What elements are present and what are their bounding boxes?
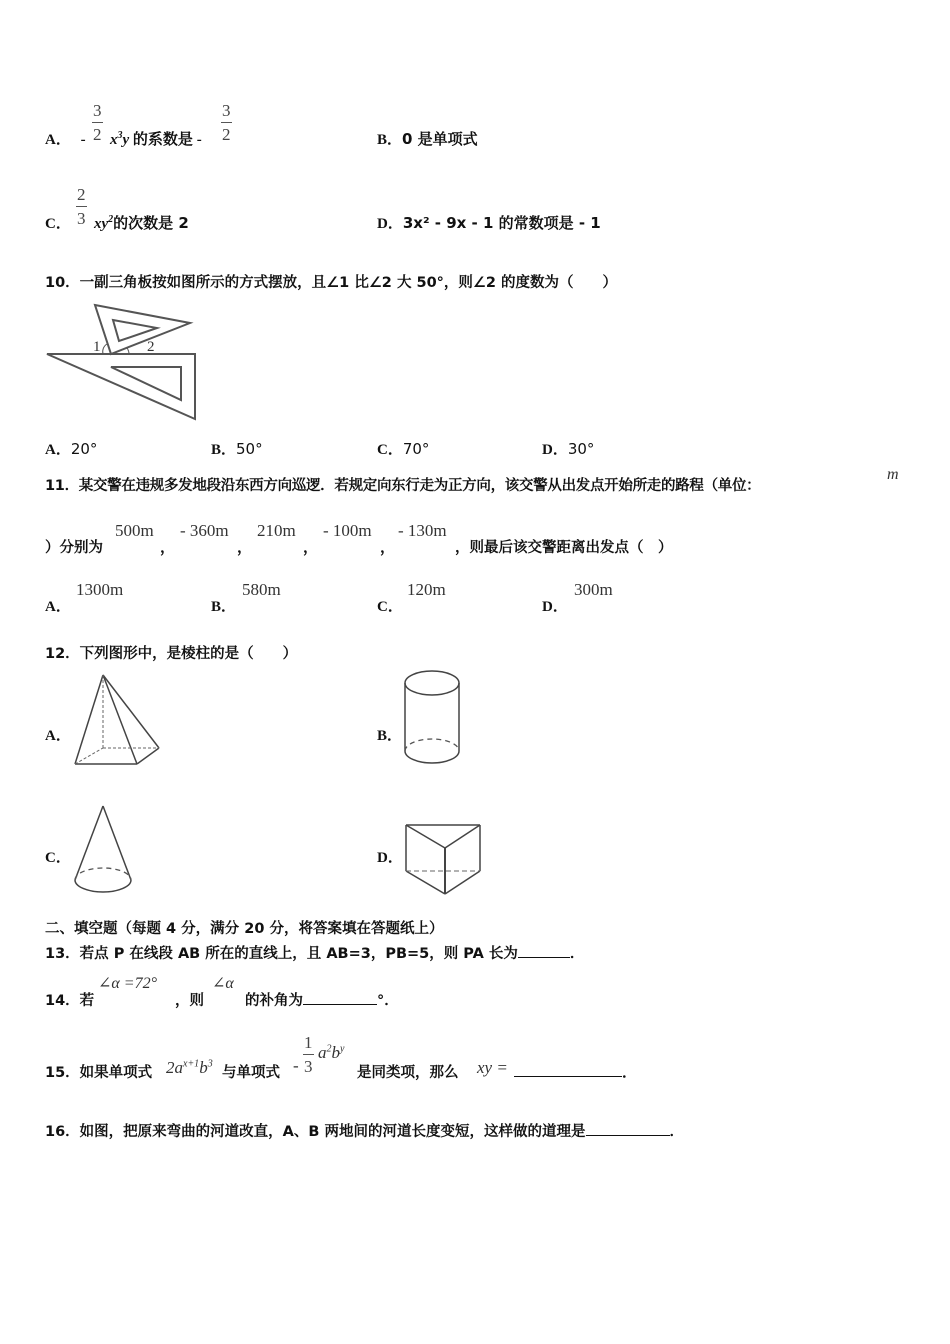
option-text: 3x² - 9x - 1 的常数项是 - 1 bbox=[402, 214, 601, 232]
numerator: 3 bbox=[221, 102, 232, 123]
q16 bbox=[45, 1120, 684, 1141]
q11-option-a-label: A． bbox=[45, 599, 71, 615]
q9-option-d bbox=[377, 212, 601, 233]
answer-blank[interactable] bbox=[586, 1121, 670, 1136]
period: ． bbox=[669, 1124, 684, 1140]
option-label: C． bbox=[45, 216, 71, 232]
q14-prefix: 14．若 bbox=[45, 993, 95, 1009]
q11-value-1: 500m bbox=[115, 521, 154, 540]
q9-a-fraction-2 bbox=[221, 102, 232, 143]
q15-answer bbox=[514, 1061, 637, 1082]
q11-option-d-value: 300m bbox=[574, 580, 613, 599]
minus-sign: - bbox=[196, 132, 202, 148]
q10-option-b bbox=[211, 438, 263, 459]
q13-text: 13．若点 P 在线段 AB 所在的直线上，且 AB=3，PB=5，则 PA 长为 bbox=[45, 946, 518, 962]
answer-blank[interactable] bbox=[514, 1062, 622, 1077]
expr-exp: 2 bbox=[326, 1043, 332, 1055]
option-value: 70° bbox=[402, 440, 430, 458]
q14-middle: ，则 bbox=[175, 993, 204, 1009]
q10-stem: 10．一副三角板按如图所示的方式摆放，且∠1 比∠2 大 50°，则∠2 的度数为（ ） bbox=[45, 275, 618, 291]
option-label: D． bbox=[377, 216, 403, 232]
minus-sign: - bbox=[80, 132, 86, 148]
q11-value-5: - 130m bbox=[398, 521, 447, 540]
q9-option-c bbox=[45, 212, 71, 233]
q10-option-a bbox=[45, 438, 97, 459]
q11-unit: m bbox=[887, 466, 899, 483]
angle-1-label: 1 bbox=[93, 339, 101, 355]
section-2-title: 二、填空题（每题 4 分，满分 20 分，将答案填在答题纸上） bbox=[45, 921, 444, 937]
q15-fraction bbox=[303, 1034, 314, 1075]
period: ． bbox=[569, 946, 585, 962]
q9-a-fraction bbox=[92, 102, 103, 143]
answer-blank[interactable] bbox=[518, 943, 570, 958]
cylinder-figure bbox=[402, 669, 464, 769]
q15-expr1 bbox=[166, 1058, 213, 1078]
q9-option-b bbox=[377, 128, 478, 149]
q9-a-desc: 的系数是 bbox=[132, 130, 193, 148]
q9-option-a bbox=[45, 128, 86, 149]
option-text: 的次数是 2 bbox=[113, 214, 189, 232]
numerator: 2 bbox=[76, 186, 87, 207]
q11-option-d-label: D． bbox=[542, 599, 568, 615]
answer-blank[interactable] bbox=[303, 990, 377, 1005]
comma: ， bbox=[303, 538, 319, 556]
numerator: 1 bbox=[303, 1034, 314, 1055]
q9-c-text: $xy^2$的次数是 2 bbox=[94, 214, 189, 232]
q14-suffix-text: 的补角为 bbox=[245, 993, 303, 1009]
q14-suffix bbox=[245, 989, 399, 1010]
expr-base-b: b bbox=[331, 1043, 340, 1062]
q15-prefix: 15．如果单项式 bbox=[45, 1065, 153, 1081]
expr-exp: x+1 bbox=[183, 1058, 200, 1070]
triangular-prism-figure bbox=[404, 822, 484, 902]
q12-option-b-label: B． bbox=[377, 728, 403, 744]
q15-expr2 bbox=[318, 1043, 344, 1063]
denominator: 2 bbox=[222, 125, 231, 144]
cone-figure bbox=[72, 802, 134, 902]
option-label: C． bbox=[377, 442, 403, 458]
q12-option-d-label: D． bbox=[377, 850, 403, 866]
comma: ， bbox=[160, 538, 176, 556]
comma: ， bbox=[380, 538, 396, 556]
expr-base-b: b bbox=[199, 1058, 208, 1077]
q16-text: 16．如图，把原来弯曲的河道改直，A、B 两地间的河道长度变短，这样做的道理是 bbox=[45, 1124, 586, 1140]
q13 bbox=[45, 942, 584, 963]
q12-option-c-label: C． bbox=[45, 850, 71, 866]
option-label: A． bbox=[45, 442, 71, 458]
q15-middle: 与单项式 bbox=[222, 1065, 280, 1081]
q11-option-a-value: 1300m bbox=[76, 580, 124, 599]
expr-exp: 3 bbox=[207, 1058, 213, 1070]
period: ． bbox=[622, 1063, 638, 1081]
q15-expr3: xy = bbox=[477, 1058, 508, 1077]
option-label: B． bbox=[377, 132, 403, 148]
q15-neg: - bbox=[293, 1056, 299, 1075]
q11-value-2: - 360m bbox=[180, 521, 229, 540]
degree-period: °． bbox=[377, 993, 399, 1009]
option-label: A． bbox=[45, 132, 71, 148]
q11-value-3: 210m bbox=[257, 521, 296, 540]
numerator: 3 bbox=[92, 102, 103, 123]
q11-option-b-value: 580m bbox=[242, 580, 281, 599]
angle-2-label: 2 bbox=[147, 339, 155, 355]
q9-c-fraction bbox=[76, 186, 87, 227]
q12-stem: 12．下列图形中，是棱柱的是（ ） bbox=[45, 646, 298, 662]
pyramid-figure bbox=[73, 671, 165, 769]
expr-base-a: 2a bbox=[166, 1058, 183, 1077]
option-value: 30° bbox=[567, 440, 595, 458]
option-value: 20° bbox=[70, 440, 98, 458]
option-label: D． bbox=[542, 442, 568, 458]
denominator: 3 bbox=[304, 1057, 313, 1076]
expr-exp: y bbox=[340, 1043, 345, 1055]
denominator: 3 bbox=[77, 209, 86, 228]
denominator: 2 bbox=[93, 125, 102, 144]
q11-stem-line1: 11．某交警在违规多发地段沿东西方向巡逻．若规定向东行走为正方向，该交警从出发点开始所走的路程（单位： bbox=[45, 478, 761, 494]
comma: ， bbox=[237, 538, 253, 556]
q11-option-c-label: C． bbox=[377, 599, 403, 615]
q11-stem-line2-prefix: ）分别为 bbox=[45, 540, 103, 556]
option-value: 50° bbox=[236, 440, 263, 458]
q12-option-a-label: A． bbox=[45, 728, 71, 744]
option-label: B． bbox=[211, 442, 237, 458]
expr-base-a: a bbox=[318, 1043, 327, 1062]
q10-option-d bbox=[542, 438, 594, 459]
q14-expr-angle: ∠α =72° bbox=[98, 975, 157, 992]
q11-option-b-label: B． bbox=[211, 599, 237, 615]
q15-suffix: 是同类项，那么 bbox=[357, 1065, 459, 1081]
q10-triangle-rulers-figure bbox=[45, 298, 200, 422]
q10-option-c bbox=[377, 438, 429, 459]
q11-stem-line2-suffix: ，则最后该交警距离出发点（ ） bbox=[455, 540, 673, 556]
q9-a-text: $x^3y$ 的系数是 - bbox=[110, 130, 202, 148]
option-text: 0 是单项式 bbox=[402, 130, 478, 148]
q14-expr-alpha: ∠α bbox=[212, 975, 234, 992]
q11-option-c-value: 120m bbox=[407, 580, 446, 599]
q11-value-4: - 100m bbox=[323, 521, 372, 540]
